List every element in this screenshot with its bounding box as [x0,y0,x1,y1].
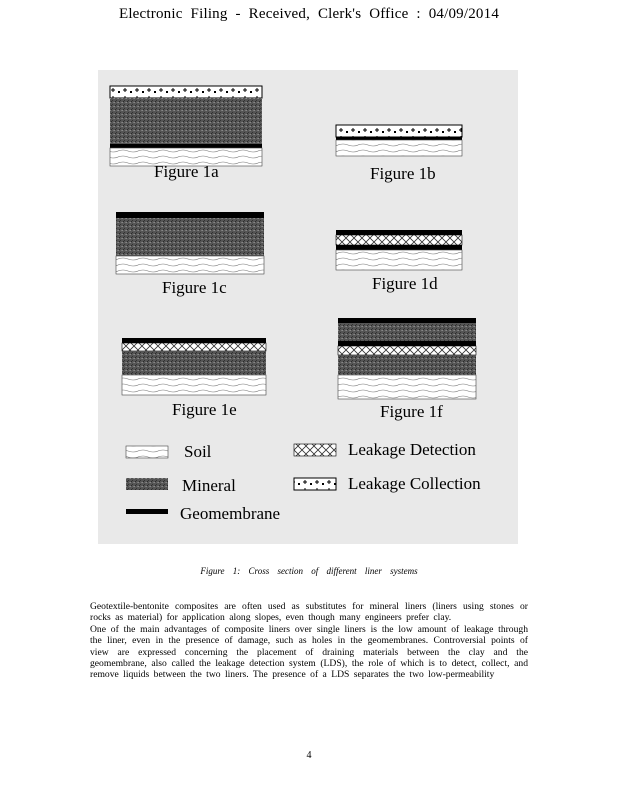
figure-1a-diagram [110,86,262,166]
legend-soil-label: Soil [184,442,212,461]
paragraph-2: One of the main advantages of composite liners over single liners is the low amount of leakage through the liner, even in the presence of damage, such as holes in the geomembranes. Controversial points of view are expressed concerning the placement of draining materials between the clay and the geomembrane, also called the leakage detection system (LDS), the role of which is to detect, collect, and remove liquids between the two liners. The presence of a LDS separates the two low-permeability [90,623,528,681]
figure-1d-diagram [336,230,462,270]
figure-1f-diagram [338,318,476,399]
mineral-swatch [126,478,168,490]
leakage-detection-swatch [294,444,336,456]
figure-1b-diagram [336,125,462,156]
figure-1c-label: Figure 1c [162,278,227,297]
figure-1b-label: Figure 1b [370,164,436,183]
figure-1e-label: Figure 1e [172,400,237,419]
figure-caption: Figure 1: Cross section of different liner systems [200,566,418,576]
figure-1a-label: Figure 1a [154,162,219,181]
paragraph-1: Geotextile-bentonite composites are often used as substitutes for mineral liners (liners using stones or rocks as material) for application along slopes, even though many engineers prefer clay. [90,601,528,624]
body-text [90,601,528,681]
figure-1c-diagram [116,212,264,274]
figure-1e-diagram [122,338,266,395]
liner-systems-figure [98,70,518,544]
liner-diagrams [98,70,518,544]
page-number: 4 [306,750,312,761]
figure-1d-label: Figure 1d [372,274,438,293]
figure-1f-label: Figure 1f [380,402,443,421]
leakage-collection-swatch [294,478,336,490]
filing-header: Electronic Filing - Received, Clerk's Office : 04/09/2014 [118,6,500,22]
soil-swatch [126,446,168,458]
legend-leakage-collection-label: Leakage Collection [348,474,481,493]
legend-mineral-label: Mineral [182,476,236,495]
geomembrane-swatch [126,509,168,514]
legend-leakage-detection-label: Leakage Detection [348,440,476,459]
legend-geomembrane-label: Geomembrane [180,504,281,523]
